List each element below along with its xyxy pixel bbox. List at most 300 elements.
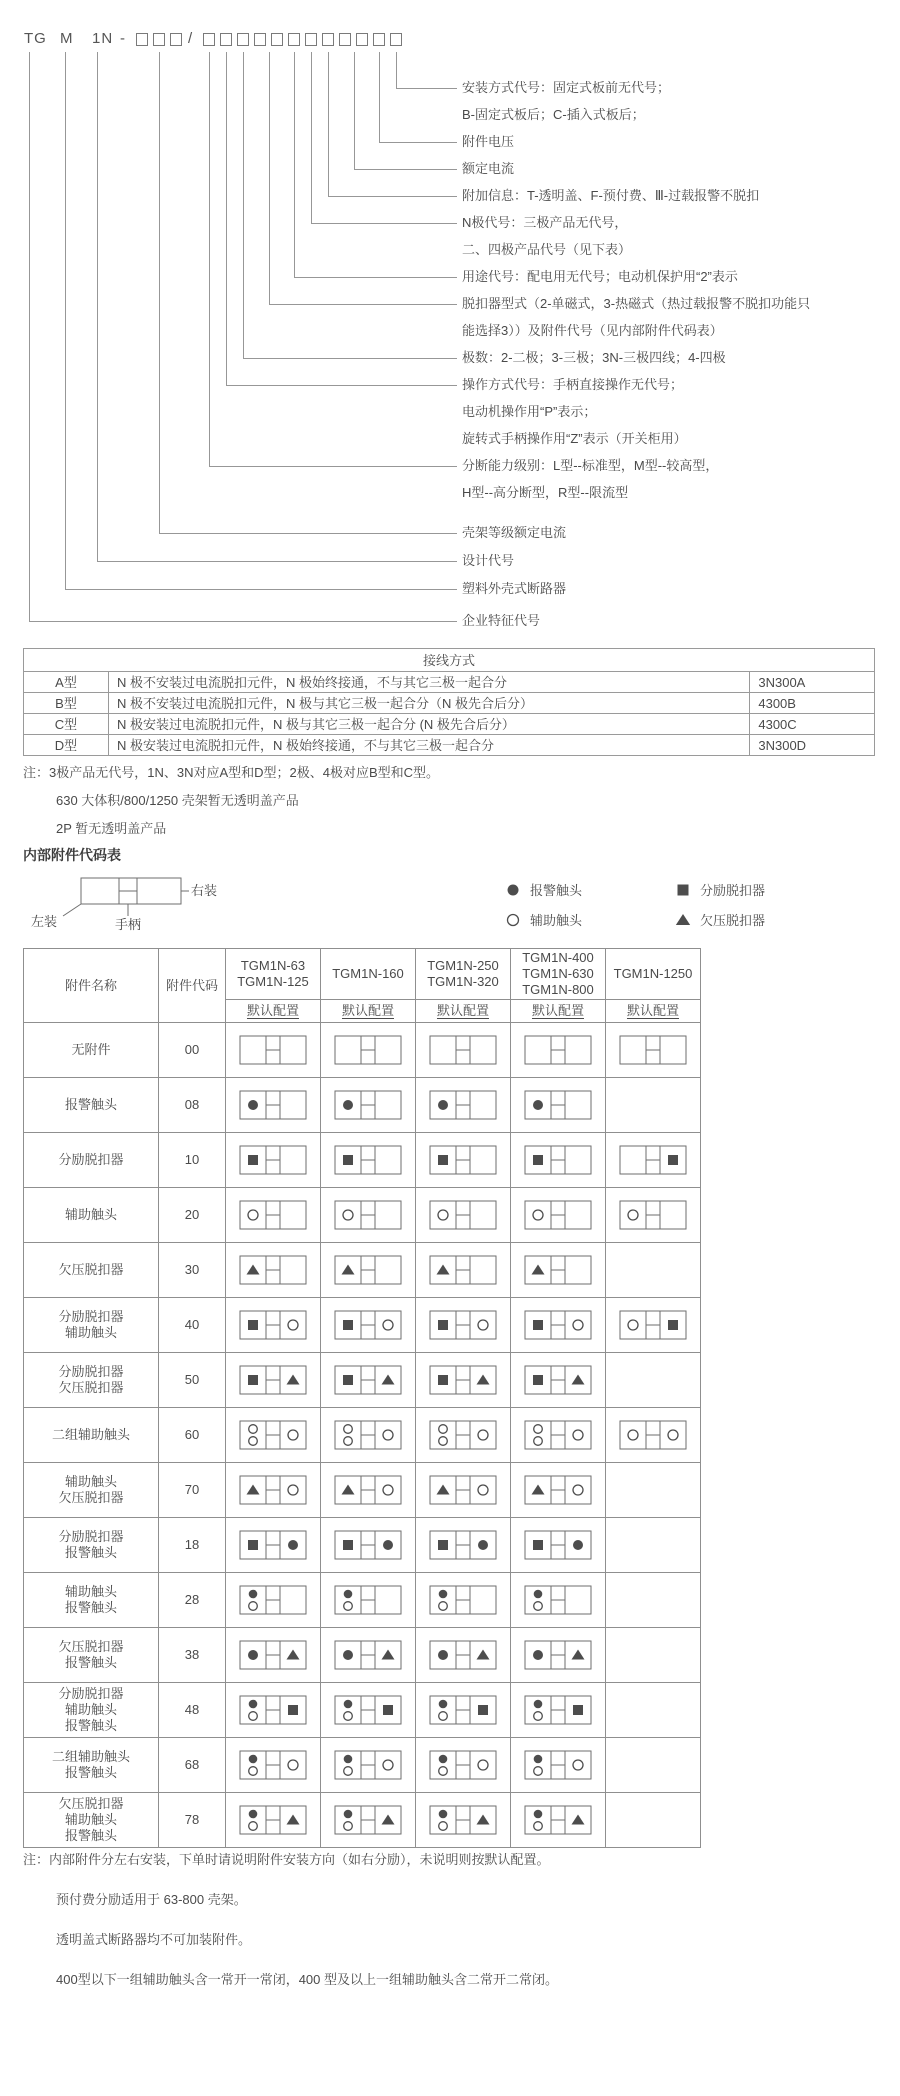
aux-contact-symbol <box>534 1425 543 1434</box>
accessory-name-line: 欠压脱扣器 <box>58 1639 124 1654</box>
product-model-name: TGM1N-160 <box>332 966 404 981</box>
aux-contact-symbol <box>344 1712 353 1721</box>
breaker-position-box <box>334 1365 402 1395</box>
breaker-position-box <box>524 1640 592 1670</box>
accessory-name-line: 辅助触头 <box>64 1584 117 1599</box>
undervoltage-release-symbol <box>572 1375 585 1385</box>
breaker-position-box <box>429 1145 497 1175</box>
breaker-position-box <box>239 1805 307 1835</box>
accessory-code: 20 <box>159 1188 226 1243</box>
shunt-release-symbol <box>248 1155 258 1165</box>
alarm-contact-symbol <box>533 1100 543 1110</box>
breaker-position-box <box>429 1640 497 1670</box>
config-cell <box>321 1518 416 1573</box>
config-cell <box>416 1188 511 1243</box>
note-line: 630 大体积/800/1250 壳架暂无透明盖产品 <box>56 793 299 808</box>
wiring-code: 4300B <box>750 693 875 714</box>
undervoltage-release-symbol <box>572 1815 585 1825</box>
accessory-name-line: 报警触头 <box>64 1828 117 1843</box>
config-cell <box>226 1078 321 1133</box>
aux-contact-symbol <box>534 1602 543 1611</box>
alarm-contact-symbol <box>249 1700 258 1709</box>
breaker-position-box <box>239 1310 307 1340</box>
accessory-row <box>24 1298 701 1353</box>
config-cell <box>416 1023 511 1078</box>
shunt-release-symbol <box>438 1540 448 1550</box>
aux-contact-symbol <box>573 1760 583 1770</box>
code-part-TG: TG <box>24 30 47 47</box>
legend-alarm-icon <box>505 882 521 898</box>
shunt-release-symbol <box>248 1375 258 1385</box>
code-field-label: 企业特征代号 <box>462 613 541 628</box>
alarm-contact-symbol <box>508 884 519 895</box>
config-cell <box>416 1298 511 1353</box>
legend-item <box>505 880 675 899</box>
breaker-position-box <box>429 1585 497 1615</box>
accessory-name-line: 报警触头 <box>64 1765 117 1780</box>
breaker-position-box <box>239 1750 307 1780</box>
alarm-contact-symbol <box>439 1810 448 1819</box>
accessory-name-line: 欠压脱扣器 <box>58 1796 124 1811</box>
wiring-description: N 极安装过电流脱扣元件，N 极与其它三极一起合分 (N 极先合后分） <box>108 714 749 735</box>
wiring-description: N 极不安装过电流脱扣元件，N 极与其它三极一起合分（N 极先合后分） <box>108 693 749 714</box>
accessory-code: 30 <box>159 1243 226 1298</box>
shunt-release-symbol <box>533 1540 543 1550</box>
code-digit-box <box>220 33 232 46</box>
undervoltage-release-symbol <box>437 1265 450 1275</box>
aux-contact-symbol <box>249 1712 258 1721</box>
config-cell <box>416 1078 511 1133</box>
aux-contact-symbol <box>344 1602 353 1611</box>
code-field-label: H型--高分断型，R型--限流型 <box>462 485 629 500</box>
aux-contact-symbol <box>573 1430 583 1440</box>
aux-contact-symbol <box>383 1760 393 1770</box>
code-digit-box <box>271 33 283 46</box>
shunt-release-symbol <box>383 1705 393 1715</box>
breaker-position-box <box>334 1090 402 1120</box>
undervoltage-release-symbol <box>477 1650 490 1660</box>
wiring-row <box>24 714 875 735</box>
aux-contact-symbol <box>249 1822 258 1831</box>
default-config-label: 默认配置 <box>531 1003 584 1018</box>
breaker-position-box <box>429 1420 497 1450</box>
wiring-row <box>24 672 875 693</box>
breaker-position-box <box>429 1805 497 1835</box>
breaker-position-box <box>334 1200 402 1230</box>
config-cell <box>321 1573 416 1628</box>
code-digit-box <box>153 33 165 46</box>
accessory-name-line: 报警触头 <box>64 1097 117 1112</box>
breaker-position-box <box>239 1255 307 1285</box>
breaker-position-box <box>524 1200 592 1230</box>
accessory-table-title: 内部附件代码表 <box>23 847 121 863</box>
config-cell <box>511 1683 606 1738</box>
code-field-label: 附加信息：T-透明盖、F-预付费、Ⅲ-过载报警不脱扣 <box>462 188 760 203</box>
config-cell <box>511 1298 606 1353</box>
undervoltage-release-symbol <box>477 1815 490 1825</box>
undervoltage-release-symbol <box>382 1650 395 1660</box>
shunt-release-symbol <box>438 1375 448 1385</box>
accessory-name-line: 欠压脱扣器 <box>58 1490 124 1505</box>
default-config-label: 默认配置 <box>246 1003 299 1018</box>
accessory-name-line: 分励脱扣器 <box>58 1529 124 1544</box>
product-model-name: TGM1N-1250 <box>613 966 693 981</box>
accessory-code: 78 <box>159 1793 226 1848</box>
config-cell <box>511 1518 606 1573</box>
code-digit-box <box>136 33 148 46</box>
undervoltage-release-symbol <box>382 1815 395 1825</box>
config-cell <box>226 1738 321 1793</box>
shunt-release-symbol <box>438 1155 448 1165</box>
code-field-label: 电动机操作用“P”表示； <box>462 404 597 419</box>
wiring-code: 3N300A <box>750 672 875 693</box>
alarm-contact-symbol <box>344 1700 353 1709</box>
alarm-contact-symbol <box>439 1700 448 1709</box>
code-digit-box <box>339 33 351 46</box>
aux-contact-symbol <box>478 1430 488 1440</box>
alarm-contact-symbol <box>534 1700 543 1709</box>
breaker-position-box <box>239 1420 307 1450</box>
accessory-code: 10 <box>159 1133 226 1188</box>
accessory-name-line: 分励脱扣器 <box>58 1309 124 1324</box>
accessory-code: 18 <box>159 1518 226 1573</box>
breaker-position-box <box>334 1145 402 1175</box>
product-model-name: TGM1N-800 <box>522 982 594 997</box>
breaker-position-box <box>239 1035 307 1065</box>
code-field-label: 塑料外壳式断路器 <box>462 581 567 596</box>
shunt-release-symbol <box>533 1320 543 1330</box>
aux-contact-symbol <box>383 1485 393 1495</box>
shunt-release-symbol <box>678 884 689 895</box>
breaker-position-box <box>334 1805 402 1835</box>
undervoltage-release-symbol <box>477 1375 490 1385</box>
alarm-contact-symbol <box>248 1100 258 1110</box>
note-line: 2P 暂无透明盖产品 <box>56 821 167 836</box>
aux-contact-symbol <box>344 1425 353 1434</box>
breaker-position-box <box>334 1640 402 1670</box>
breaker-position-box <box>239 1585 307 1615</box>
config-cell <box>416 1683 511 1738</box>
aux-contact-symbol <box>344 1767 353 1776</box>
aux-contact-symbol <box>249 1437 258 1446</box>
config-cell <box>606 1408 701 1463</box>
aux-contact-symbol <box>344 1437 353 1446</box>
product-model-name: TGM1N-125 <box>237 974 309 989</box>
model-code-diagram <box>0 0 900 640</box>
breaker-position-box <box>619 1310 687 1340</box>
alarm-contact-symbol <box>344 1810 353 1819</box>
product-model-name: TGM1N-320 <box>427 974 499 989</box>
accessory-name-line: 辅助触头 <box>64 1207 117 1222</box>
alarm-contact-symbol <box>533 1650 543 1660</box>
breaker-position-box <box>334 1035 402 1065</box>
left-install-label: 左装 <box>31 914 58 929</box>
breaker-position-box <box>429 1090 497 1120</box>
config-cell <box>321 1133 416 1188</box>
aux-contact-symbol <box>478 1320 488 1330</box>
accessory-name-line: 分励脱扣器 <box>58 1686 124 1701</box>
breaker-position-box <box>524 1145 592 1175</box>
accessory-name-line: 辅助触头 <box>64 1474 117 1489</box>
breaker-position-box <box>524 1420 592 1450</box>
accessory-row <box>24 1573 701 1628</box>
accessory-name-line: 二组辅助触头 <box>51 1427 130 1442</box>
config-cell <box>226 1353 321 1408</box>
breaker-position-box <box>429 1750 497 1780</box>
config-cell <box>416 1133 511 1188</box>
code-field-label: 能选择3））及附件代号（见内部附件代码表） <box>462 323 723 338</box>
breaker-position-box <box>524 1255 592 1285</box>
config-cell <box>416 1353 511 1408</box>
accessory-row <box>24 1243 701 1298</box>
config-cell <box>511 1408 606 1463</box>
config-cell <box>226 1133 321 1188</box>
config-cell <box>416 1463 511 1518</box>
accessory-name <box>24 1793 159 1848</box>
undervoltage-release-symbol <box>532 1485 545 1495</box>
config-cell <box>226 1683 321 1738</box>
alarm-contact-symbol <box>249 1590 258 1599</box>
wiring-notes <box>23 765 439 849</box>
accessory-code: 50 <box>159 1353 226 1408</box>
aux-contact-symbol <box>249 1602 258 1611</box>
code-digit-box <box>356 33 368 46</box>
config-cell <box>226 1793 321 1848</box>
accessory-code: 48 <box>159 1683 226 1738</box>
breaker-position-box <box>524 1035 592 1065</box>
code-field-label: B-固定式板后；C-插入式板后； <box>462 107 645 122</box>
accessory-code: 40 <box>159 1298 226 1353</box>
col-header-default-config <box>416 1000 511 1023</box>
code-field-label: 额定电流 <box>462 161 515 176</box>
config-cell <box>511 1463 606 1518</box>
config-cell <box>226 1573 321 1628</box>
accessory-name-line: 无附件 <box>71 1042 111 1057</box>
aux-contact-symbol <box>439 1437 448 1446</box>
config-cell <box>226 1023 321 1078</box>
aux-contact-symbol <box>533 1210 543 1220</box>
shunt-release-symbol <box>343 1540 353 1550</box>
install-orientation-diagram <box>23 876 238 939</box>
shunt-release-symbol <box>248 1540 258 1550</box>
config-cell <box>511 1023 606 1078</box>
accessory-code: 68 <box>159 1738 226 1793</box>
breaker-position-box <box>524 1365 592 1395</box>
wiring-description: N 极不安装过电流脱扣元件，N 极始终接通，不与其它三极一起合分 <box>108 672 749 693</box>
config-cell <box>606 1023 701 1078</box>
accessory-name-line: 辅助触头 <box>64 1325 117 1340</box>
note-prefix: 注： <box>23 765 50 780</box>
alarm-contact-symbol <box>343 1650 353 1660</box>
code-field-label: 设计代号 <box>462 553 515 568</box>
note-line: 400型以下一组辅助触头含一常开一常闭，400 型及以上一组辅助触头含二常开二常闭。 <box>56 1972 558 1987</box>
shunt-release-symbol <box>343 1375 353 1385</box>
aux-contact-symbol <box>344 1822 353 1831</box>
accessory-row <box>24 1463 701 1518</box>
legend-label: 辅助触头 <box>530 913 583 928</box>
accessory-name <box>24 1518 159 1573</box>
accessory-name <box>24 1573 159 1628</box>
accessory-row <box>24 1353 701 1408</box>
undervoltage-release-symbol <box>287 1375 300 1385</box>
breaker-position-box <box>619 1145 687 1175</box>
breaker-position-box <box>334 1585 402 1615</box>
breaker-position-box <box>524 1750 592 1780</box>
accessory-name-line: 欠压脱扣器 <box>58 1262 124 1277</box>
code-field-label: 用途代号：配电用无代号；电动机保护用“2”表示 <box>462 269 738 284</box>
legend-label: 欠压脱扣器 <box>700 913 766 928</box>
accessory-name-line: 辅助触头 <box>64 1812 117 1827</box>
config-cell <box>606 1133 701 1188</box>
breaker-position-box <box>429 1530 497 1560</box>
config-cell <box>511 1243 606 1298</box>
accessory-code: 00 <box>159 1023 226 1078</box>
breaker-position-box <box>429 1255 497 1285</box>
undervoltage-release-symbol <box>676 913 690 924</box>
code-field-label: 操作方式代号：手柄直接操作无代号； <box>462 377 684 392</box>
aux-contact-symbol <box>439 1712 448 1721</box>
breaker-position-box <box>239 1530 307 1560</box>
accessory-name <box>24 1738 159 1793</box>
config-cell <box>606 1518 701 1573</box>
accessory-name <box>24 1683 159 1738</box>
aux-contact-symbol <box>478 1760 488 1770</box>
wiring-code: 3N300D <box>750 735 875 756</box>
code-field-label: 极数：2-二极；3-三极；3N-三极四线；4-四极 <box>462 350 726 365</box>
code-digit-box <box>237 33 249 46</box>
breaker-position-box <box>334 1695 402 1725</box>
config-cell <box>226 1408 321 1463</box>
config-cell <box>321 1243 416 1298</box>
breaker-position-box <box>429 1365 497 1395</box>
accessory-name-line: 报警触头 <box>64 1718 117 1733</box>
config-cell <box>606 1463 701 1518</box>
shunt-release-symbol <box>533 1155 543 1165</box>
accessory-row <box>24 1188 701 1243</box>
breaker-position-box <box>239 1200 307 1230</box>
wiring-model-type: D型 <box>24 735 109 756</box>
wiring-model-type: C型 <box>24 714 109 735</box>
undervoltage-release-symbol <box>287 1815 300 1825</box>
accessory-name <box>24 1353 159 1408</box>
shunt-release-symbol <box>288 1705 298 1715</box>
product-model-name: TGM1N-250 <box>427 958 499 973</box>
config-cell <box>606 1573 701 1628</box>
aux-contact-symbol <box>438 1210 448 1220</box>
config-cell <box>606 1298 701 1353</box>
accessory-name-line: 报警触头 <box>64 1600 117 1615</box>
config-cell <box>321 1463 416 1518</box>
accessory-row <box>24 1408 701 1463</box>
accessory-code: 60 <box>159 1408 226 1463</box>
accessory-code: 38 <box>159 1628 226 1683</box>
col-header-default-config <box>606 1000 701 1023</box>
config-cell <box>416 1408 511 1463</box>
code-digit-box <box>322 33 334 46</box>
aux-contact-symbol <box>383 1430 393 1440</box>
code-field-label: N极代号：三极产品无代号， <box>462 215 628 230</box>
config-cell <box>606 1738 701 1793</box>
symbol-legend <box>505 880 865 940</box>
config-cell <box>416 1518 511 1573</box>
code-field-label: 壳架等级额定电流 <box>462 525 567 540</box>
breaker-position-box <box>524 1090 592 1120</box>
shunt-release-symbol <box>533 1375 543 1385</box>
config-cell <box>226 1243 321 1298</box>
col-header-default-config <box>321 1000 416 1023</box>
wiring-row <box>24 735 875 756</box>
breaker-position-box <box>429 1310 497 1340</box>
code-field-label: 分断能力级别：L型--标准型，M型--较高型， <box>462 458 719 473</box>
accessory-name <box>24 1243 159 1298</box>
config-cell <box>321 1793 416 1848</box>
alarm-contact-symbol <box>439 1590 448 1599</box>
breaker-position-box <box>239 1365 307 1395</box>
accessory-name <box>24 1078 159 1133</box>
aux-contact-symbol <box>439 1425 448 1434</box>
alarm-contact-symbol <box>248 1650 258 1660</box>
alarm-contact-symbol <box>288 1540 298 1550</box>
config-cell <box>606 1353 701 1408</box>
shunt-release-symbol <box>343 1155 353 1165</box>
col-header-accessory-name: 附件名称 <box>24 949 159 1023</box>
accessory-row <box>24 1628 701 1683</box>
breaker-position-box <box>334 1530 402 1560</box>
alarm-contact-symbol <box>343 1100 353 1110</box>
code-field-label: 二、四极产品代号（见下表） <box>462 242 632 257</box>
code-digit-box <box>254 33 266 46</box>
legend-label: 分励脱扣器 <box>700 883 766 898</box>
config-cell <box>321 1738 416 1793</box>
accessory-code: 08 <box>159 1078 226 1133</box>
config-cell <box>511 1078 606 1133</box>
aux-contact-symbol <box>573 1320 583 1330</box>
code-digit-box <box>203 33 215 46</box>
alarm-contact-symbol <box>438 1100 448 1110</box>
aux-contact-symbol <box>534 1767 543 1776</box>
breaker-position-box <box>334 1475 402 1505</box>
breaker-position-box <box>429 1200 497 1230</box>
config-cell <box>606 1628 701 1683</box>
alarm-contact-symbol <box>438 1650 448 1660</box>
config-cell <box>321 1683 416 1738</box>
breaker-position-box <box>334 1420 402 1450</box>
breaker-position-box <box>239 1695 307 1725</box>
alarm-contact-symbol <box>573 1540 583 1550</box>
aux-contact-symbol <box>248 1210 258 1220</box>
breaker-position-box <box>429 1475 497 1505</box>
breaker-position-box <box>334 1310 402 1340</box>
breaker-position-box <box>619 1200 687 1230</box>
undervoltage-release-symbol <box>247 1265 260 1275</box>
config-cell <box>226 1518 321 1573</box>
config-cell <box>511 1793 606 1848</box>
code-digit-box <box>373 33 385 46</box>
config-cell <box>321 1078 416 1133</box>
accessory-name <box>24 1023 159 1078</box>
aux-contact-symbol <box>628 1210 638 1220</box>
breaker-position-box <box>524 1530 592 1560</box>
aux-contact-symbol <box>534 1437 543 1446</box>
accessory-code-table-wrap <box>23 948 701 1848</box>
product-model-name: TGM1N-400 <box>522 950 594 965</box>
note-line: 注：内部附件分左右安装，下单时请说明附件安装方向（如右分励），未说明则按默认配置。 <box>23 1852 550 1867</box>
col-header-default-config <box>226 1000 321 1023</box>
code-field-label: 安装方式代号：固定式板前无代号； <box>462 80 671 95</box>
note-line: 透明盖式断路器均不可加装附件。 <box>56 1932 252 1947</box>
breaker-position-box <box>619 1420 687 1450</box>
accessory-name <box>24 1188 159 1243</box>
